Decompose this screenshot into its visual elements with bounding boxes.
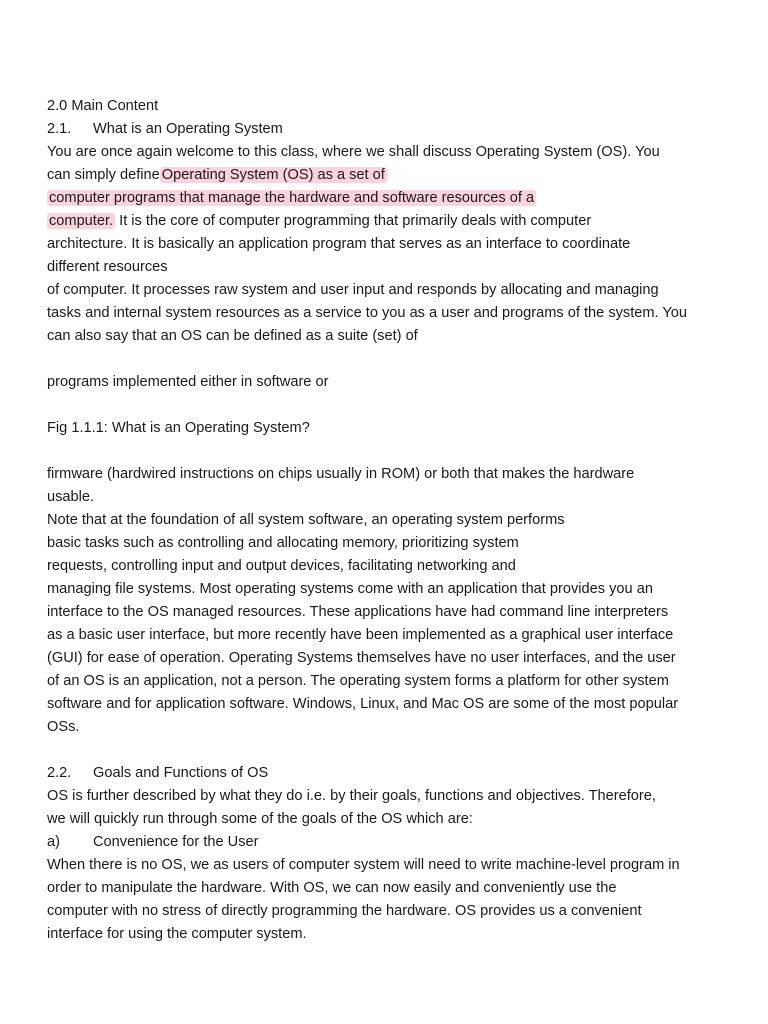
paragraph-line: interface to the OS managed resources. These applications have had command line interpreters <box>47 604 669 620</box>
paragraph-line: can also say that an OS can be defined as a suite (set) of <box>47 328 418 344</box>
section-heading-2-2 <box>47 762 737 785</box>
list-item-title: Convenience for the User <box>93 834 259 850</box>
list-marker: a) <box>47 834 60 850</box>
paragraph-line: software and for application software. Windows, Linux, and Mac OS are some of the most popular <box>47 696 679 712</box>
highlighted-text[interactable]: Operating System (OS) as a set of <box>161 167 385 183</box>
paragraph-line: Note that at the foundation of all system software, an operating system performs <box>47 512 565 528</box>
section-title: What is an Operating System <box>93 121 283 137</box>
paragraph-line: order to manipulate the hardware. With OS, we can now easily and conveniently use the <box>47 880 617 896</box>
paragraph-line: tasks and internal system resources as a service to you as a user and programs of the system. You <box>47 305 688 321</box>
main-heading: 2.0 Main Content <box>47 98 159 114</box>
paragraph-line: OS is further described by what they do i.e. by their goals, functions and objectives. Therefore, <box>47 788 656 804</box>
paragraph-line: programs implemented either in software or <box>47 374 329 390</box>
highlighted-text[interactable]: computer. <box>49 213 114 229</box>
paragraph-line <box>47 187 737 210</box>
paragraph-line: of computer. It processes raw system and user input and responds by allocating and managing <box>47 282 659 298</box>
blank-line <box>47 348 737 371</box>
paragraph-text: can simply define <box>47 167 160 183</box>
paragraph-line: computer with no stress of directly programming the hardware. OS provides us a convenient <box>47 903 642 919</box>
highlighted-text[interactable]: computer programs that manage the hardware and software resources of a <box>49 190 535 206</box>
paragraph-line: OSs. <box>47 719 80 735</box>
paragraph-line: requests, controlling input and output devices, facilitating networking and <box>47 558 516 574</box>
paragraph-line: we will quickly run through some of the goals of the OS which are: <box>47 811 473 827</box>
section-title: Goals and Functions of OS <box>93 765 269 781</box>
section-number: 2.1. <box>47 121 72 137</box>
paragraph-line: usable. <box>47 489 95 505</box>
paragraph-line: of an OS is an application, not a person. The operating system forms a platform for other system <box>47 673 669 689</box>
paragraph-line: firmware (hardwired instructions on chips usually in ROM) or both that makes the hardware <box>47 466 635 482</box>
paragraph-line: as a basic user interface, but more recently have been implemented as a graphical user interface <box>47 627 674 643</box>
paragraph-line: interface for using the computer system. <box>47 926 307 942</box>
paragraph-line: When there is no OS, we as users of computer system will need to write machine-level program in <box>47 857 680 873</box>
paragraph-line: You are once again welcome to this class, where we shall discuss Operating System (OS). You <box>47 144 660 160</box>
paragraph-line: basic tasks such as controlling and allocating memory, prioritizing system <box>47 535 519 551</box>
paragraph-line <box>47 164 737 187</box>
section-number: 2.2. <box>47 765 72 781</box>
paragraph-text: It is the core of computer programming that primarily deals with computer <box>115 213 592 229</box>
blank-line <box>47 440 737 463</box>
figure-caption: Fig 1.1.1: What is an Operating System? <box>47 420 310 436</box>
paragraph-line: different resources <box>47 259 168 275</box>
list-item-a <box>47 831 737 854</box>
paragraph-line: architecture. It is basically an application program that serves as an interface to coordinate <box>47 236 631 252</box>
paragraph-line: (GUI) for ease of operation. Operating Systems themselves have no user interfaces, and the user <box>47 650 676 666</box>
blank-line <box>47 739 737 762</box>
section-heading-2-1 <box>47 118 737 141</box>
blank-line <box>47 394 737 417</box>
paragraph-line: managing file systems. Most operating systems come with an application that provides you an <box>47 581 653 597</box>
document-body <box>47 95 737 946</box>
paragraph-line <box>47 210 737 233</box>
